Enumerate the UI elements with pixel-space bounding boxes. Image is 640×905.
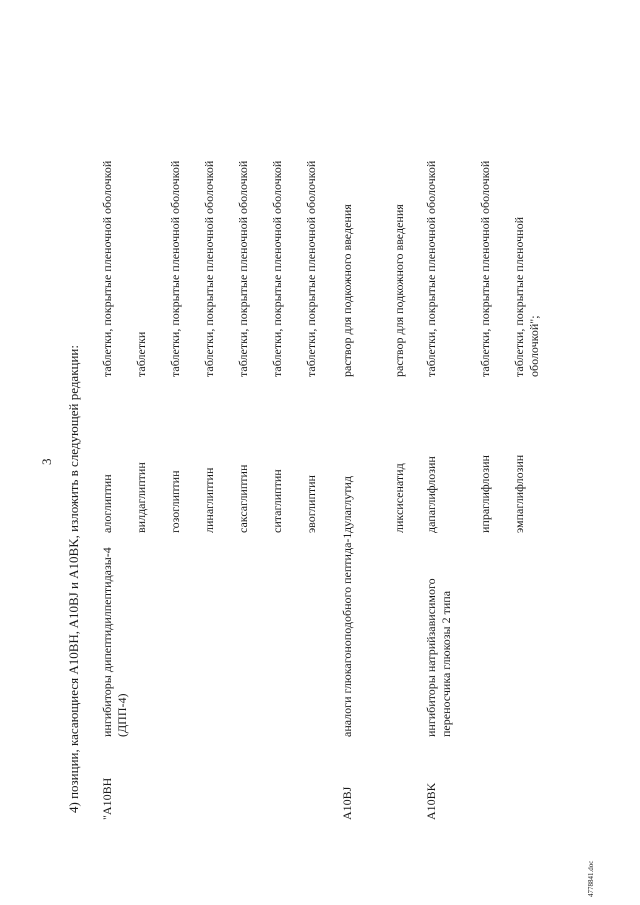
- dosage-form-gosogliptin: таблетки, покрытые пленочной оболочкой: [168, 160, 182, 377]
- inn-saxagliptin: саксаглиптин: [236, 464, 250, 533]
- inn-evogliptin: эвоглиптин: [304, 475, 318, 533]
- inn-lixisenatide: ликсисенатид: [392, 463, 406, 533]
- inn-empagliflozin: эмпаглифлозин: [512, 454, 526, 533]
- file-id: 4778841.doc: [587, 860, 595, 897]
- inn-gosogliptin: гозоглиптин: [168, 470, 182, 533]
- atc-code-a10bj: A10BJ: [340, 786, 354, 820]
- dosage-form-evogliptin: таблетки, покрытые пленочной оболочкой: [304, 160, 318, 377]
- intro-text: 4) позиции, касающиеся A10BH, A10BJ и A10BK, изложить в следующей редакции:: [66, 344, 81, 813]
- dosage-form-sitagliptin: таблетки, покрытые пленочной оболочкой: [270, 160, 284, 377]
- dosage-form-vildagliptin: таблетки: [134, 331, 148, 377]
- inn-alogliptin: алоглиптин: [100, 474, 114, 533]
- dosage-form-dulaglutide: раствор для подкожного введения: [340, 204, 354, 377]
- inn-dapagliflozin: дапаглифлозин: [424, 456, 438, 533]
- dosage-form-saxagliptin: таблетки, покрытые пленочной оболочкой: [236, 160, 250, 377]
- dosage-form-empagliflozin: таблетки, покрытые пленочной оболочкой";: [512, 216, 541, 377]
- dosage-form-linagliptin: таблетки, покрытые пленочной оболочкой: [202, 160, 216, 377]
- dosage-form-ipragliflozin: таблетки, покрытые пленочной оболочкой: [478, 160, 492, 377]
- inn-sitagliptin: ситаглиптин: [270, 469, 284, 533]
- dosage-form-dapagliflozin: таблетки, покрытые пленочной оболочкой: [424, 160, 438, 377]
- inn-linagliptin: линаглиптин: [202, 467, 216, 533]
- dosage-form-lixisenatide: раствор для подкожного введения: [392, 204, 406, 377]
- inn-dulaglutide: дулаглутид: [340, 476, 354, 533]
- group-name-a10bk: ингибиторы натрийзависимого переносчика глюкозы 2 типа: [424, 578, 453, 737]
- group-name-a10bj: аналоги глюкагоноподобного пептида-1: [340, 532, 354, 737]
- inn-ipragliflozin: ипраглифлозин: [478, 455, 492, 533]
- atc-code-a10bh: "A10BH: [100, 777, 114, 820]
- dosage-form-alogliptin: таблетки, покрытые пленочной оболочкой: [100, 160, 114, 377]
- inn-vildagliptin: вилдаглиптин: [134, 462, 148, 533]
- atc-code-a10bk: A10BK: [424, 782, 438, 820]
- group-name-a10bh: ингибиторы дипептидилпептидазы-4 (ДПП-4): [100, 547, 129, 737]
- page-number: 3: [39, 458, 54, 465]
